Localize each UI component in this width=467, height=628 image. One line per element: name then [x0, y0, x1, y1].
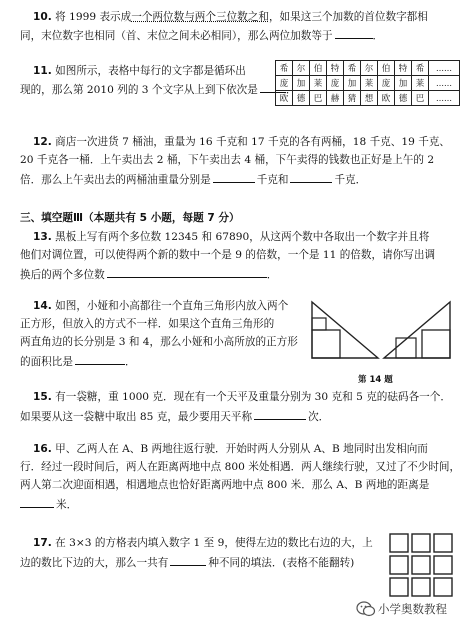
q13-answer-blank[interactable]	[107, 266, 267, 278]
q12-line2: 20 千克各一桶．上午卖出去 2 桶，下午卖出去 4 桶，下午卖得的钱数也正好是上午的 2	[20, 154, 435, 166]
q12-answer-blank-2[interactable]	[290, 171, 332, 183]
grid-cell	[390, 534, 408, 552]
cell: 想	[361, 91, 378, 106]
q17-answer-blank[interactable]	[170, 554, 206, 566]
cell: 巴	[412, 91, 429, 106]
cell: 欧	[378, 91, 395, 106]
q10-emphasis: 一个两位数与两个三位数之和	[131, 11, 269, 23]
grid-cell	[412, 578, 430, 596]
q15-answer-blank[interactable]	[254, 408, 306, 420]
q17-line1: 17. 在 3×3 的方格表内填入数字 1 至 9，使得左边的数比右边的大，上	[33, 537, 373, 549]
q10-answer-blank[interactable]	[335, 27, 373, 39]
cell: ……	[429, 91, 460, 106]
cell: 加	[293, 76, 310, 91]
cell: 希	[276, 61, 293, 76]
q11-line1: 11. 如图所示，表格中每行的文字都是循环出	[33, 65, 246, 77]
q14-answer-blank[interactable]	[75, 353, 125, 365]
grid-cell	[390, 578, 408, 596]
q10-number: 10.	[33, 11, 52, 23]
cell: 欧	[276, 91, 293, 106]
q15-line1: 15. 有一袋糖，重 1000 克．现在有一个天平及重量分别为 30 克和 5 克的砝码各一个．	[33, 391, 451, 403]
q17-grid	[388, 532, 454, 598]
cell: 特	[327, 61, 344, 76]
cell: 加	[344, 76, 361, 91]
cell: 庞	[378, 76, 395, 91]
q16-line2: 行．经过一段时间后，两人在距离两地中点 800 米处相遇．两人继续行驶，又过了不少时间，	[20, 461, 461, 473]
q13-line1: 13. 黑板上写有两个多位数 12345 和 67890，从这两个数中各取出一个数字并且将	[33, 231, 430, 243]
grid-cell	[412, 556, 430, 574]
q15-line2: 如果要从这一袋糖中取出 85 克，最少要用天平称 次．	[20, 408, 329, 424]
q13-line2: 他们对调位置，可以使得两个新的数中一个是 9 的倍数，一个是 11 的倍数，请你写出调	[20, 249, 436, 261]
q14-line3: 两直角边的长分别是 3 和 4，那么小娅和小高所放的正方形	[20, 336, 298, 348]
cell: 尔	[293, 61, 310, 76]
q11-row-1	[276, 61, 460, 76]
cell: ……	[429, 76, 460, 91]
cell: 伯	[310, 61, 327, 76]
cell: 猜	[344, 91, 361, 106]
q16-line3: 两人第二次迎面相遇，相遇地点也恰好距离两地中点 800 米．那么 A、B 两地的距离是	[20, 479, 430, 491]
cell: 伯	[378, 61, 395, 76]
triangle-xiaogao	[384, 302, 450, 358]
grid-cell	[390, 556, 408, 574]
cell: 尔	[361, 61, 378, 76]
q11-cycle-table	[275, 60, 460, 106]
wechat-icon	[356, 600, 376, 618]
section-title: 三、填空题Ⅲ（本题共有 5 小题，每题 7 分）	[20, 212, 240, 224]
q14-line1: 14. 如图，小娅和小高都往一个直角三角形内放入两个	[33, 300, 289, 312]
q11-number: 11.	[33, 65, 52, 77]
cell: 德	[293, 91, 310, 106]
q16-number: 16.	[33, 443, 52, 455]
cell: 庞	[327, 76, 344, 91]
cell: 德	[395, 91, 412, 106]
watermark-text: 小学奥数教程	[378, 602, 447, 616]
q11-line2: 现的，那么第 2010 列的 3 个文字从上到下依次是 ．	[20, 81, 296, 97]
grid-cell	[434, 534, 452, 552]
q16-line4: 米．	[20, 496, 77, 512]
q12-line1: 12. 商店一次进货 7 桶油，重量为 16 千克和 17 千克的各有两桶，18 千克、19 千克、	[33, 136, 450, 148]
q11-row-2	[276, 76, 460, 91]
cell: 赫	[327, 91, 344, 106]
q14-figure	[308, 296, 458, 364]
cell: 特	[395, 61, 412, 76]
q12-line3: 倍．那么上午卖出去的两桶油重量分别是 千克和 千克．	[20, 171, 366, 187]
q14-caption: 第 14 题	[358, 375, 393, 385]
q16-line1: 16. 甲、乙两人在 A、B 两地往返行驶．开始时两人分别从 A、B 地同时出发相向而	[33, 443, 428, 455]
q15-number: 15.	[33, 391, 52, 403]
q13-line3: 换后的两个多位数 ．	[20, 266, 277, 282]
q14-line2: 正方形，但放入的方式不一样．如果这个直角三角形的	[20, 318, 275, 330]
cell: 希	[344, 61, 361, 76]
cell: 莱	[361, 76, 378, 91]
q16-answer-blank[interactable]	[20, 496, 54, 508]
grid-cell	[434, 578, 452, 596]
q10-line1: 10. 将 1999 表示成一个两位数与两个三位数之和，如果这三个加数的首位数字都相	[33, 11, 428, 23]
cell: 巴	[310, 91, 327, 106]
cell: 莱	[412, 76, 429, 91]
q14-line4: 的面积比是 ．	[20, 353, 136, 369]
q14-number: 14.	[33, 300, 52, 312]
triangle-xiaoya	[312, 302, 378, 358]
q12-number: 12.	[33, 136, 52, 148]
cell: 庞	[276, 76, 293, 91]
cell: 莱	[310, 76, 327, 91]
cell: 希	[412, 61, 429, 76]
q17-line2: 边的数比下边的大，那么一共有 种不同的填法．(表格不能翻转)	[20, 554, 354, 570]
q17-number: 17.	[33, 537, 52, 549]
grid-cell	[434, 556, 452, 574]
q12-answer-blank-1[interactable]	[213, 171, 255, 183]
q10-line2: 同，末位数字也相同（首、末位之间未必相同），那么两位加数等于 ．	[20, 27, 383, 43]
cell: ……	[429, 61, 460, 76]
q13-number: 13.	[33, 231, 52, 243]
grid-cell	[412, 534, 430, 552]
cell: 加	[395, 76, 412, 91]
q11-row-3	[276, 91, 460, 106]
